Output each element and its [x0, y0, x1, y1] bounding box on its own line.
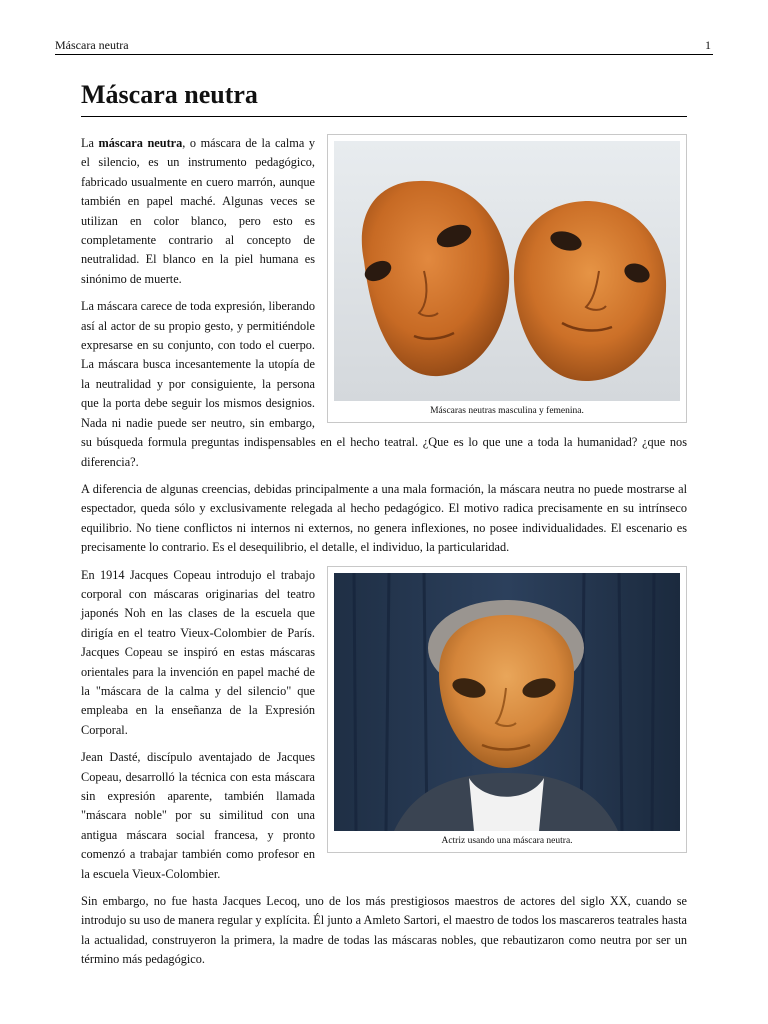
article-body	[81, 134, 687, 978]
masks-photo	[334, 141, 680, 401]
paragraph: Sin embargo, no fue hasta Jacques Lecoq, uno de los más prestigiosos maestros de actores del siglo XX, cuando se introdujo su uso de manera regular y explícita. Él junto a Amleto Sartori, el maestro de todos los mascareros teatrales hasta la actualidad, construyeron la primera, la madre de todas las máscaras nobles, que rebautizaron como neutra por ser un término más pedagógico.	[81, 894, 687, 967]
running-header-title: Máscara neutra	[55, 38, 129, 52]
bold-term: máscara neutra	[98, 136, 183, 150]
paragraph: La máscara neutra, o máscara de la calma y el silencio, es un instrumento pedagógico, fabricado usualmente en cuero marrón, aunque también en papel maché. Algunas veces se utilizan en color blanco, pero esto es completamente contrario al concepto de neutralidad. El blanco en la piel humana es sinónimo de muerte.	[81, 136, 315, 286]
page-number: 1	[705, 38, 711, 52]
figure-actress	[327, 566, 687, 853]
paragraph: La máscara carece de toda expresión, liberando así al actor de su propio gesto, y permitiéndole expresarse en su conjunto, con todo el cuerpo. La máscara busca incesantemente la utopía de la neutralidad y por consiguiente, la persona que la porta debe seguir los mismos designios. Nada ni nadie puede ser neutro, sin embargo, su búsqueda formula preguntas indispensables en el hecho teatral. ¿Que es lo que une a toda la humanidad? ¿que nos diferencia?.	[81, 299, 687, 469]
figure-caption: Máscaras neutras masculina y femenina.	[430, 406, 584, 416]
paragraph: A diferencia de algunas creencias, debidas principalmente a una mala formación, la máscara neutra no puede mostrarse al espectador, queda sólo y exclusivamente relegada al hecho pedagógico. El motivo radica precisamente en su intrínseco equilibrio. No tiene conflictos ni internos ni externos, no genera inflexiones, no posee individualidades. El escenario es precisamente lo contrario. Es el desequilibrio, el detalle, el individuo, la particularidad.	[81, 481, 687, 555]
running-header	[55, 38, 713, 55]
paragraph: En 1914 Jacques Copeau introdujo el trabajo corporal con máscaras originarias del teatro japonés Noh en las clases de la escuela que dirigía en el teatro Vieux-Colombier de París. Jacques Copeau se inspiró en estas máscaras orientales para la invención en papel maché de la "máscara de la calma y del silencio" que empleaba en la enseñanza de la Expresión Corporal.	[81, 567, 315, 737]
actress-photo	[334, 573, 680, 831]
figure-masks	[327, 134, 687, 423]
article-heading: Máscara neutra	[81, 78, 687, 117]
figure-caption: Actriz usando una máscara neutra.	[441, 835, 573, 846]
paragraph: Jean Dasté, discípulo aventajado de Jacques Copeau, desarrolló la técnica con esta máscara sin expresión aparente, también llamada "máscara noble" por su similitud con una antigua máscara social francesa, y pronto comenzó a trabajar también como profesor en la escuela Vieux-Colombier.	[81, 750, 315, 881]
